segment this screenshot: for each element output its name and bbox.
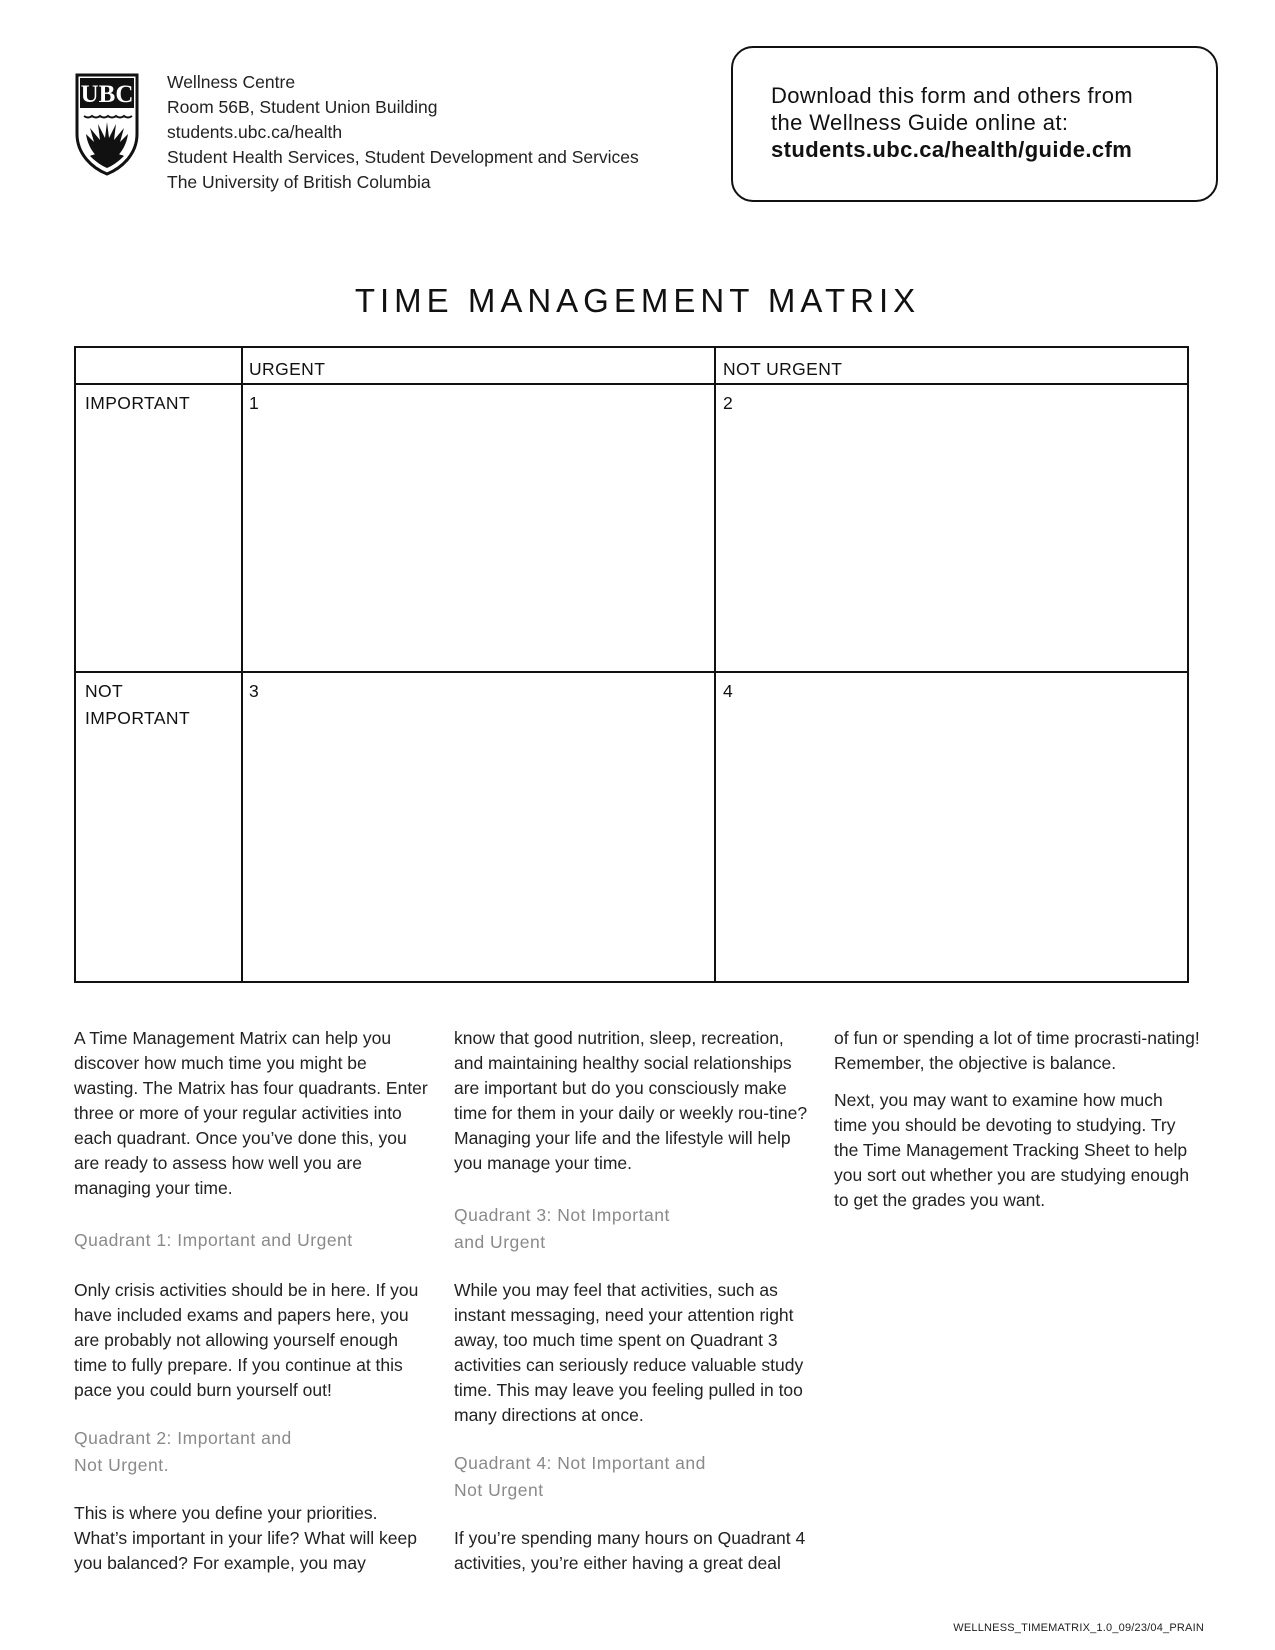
matrix-divider bbox=[76, 383, 1187, 385]
address-line: students.ubc.ca/health bbox=[167, 122, 343, 142]
intro-paragraph: A Time Management Matrix can help you discover how much time you might be wasting. The Matrix has four quadrants. Enter three or more of your regular activities into each quadrant. Once you’ve done this, you are ready to assess how well you are managing your time. bbox=[74, 1028, 428, 1198]
address-block bbox=[167, 70, 639, 195]
quadrant-3-cell[interactable]: 3 bbox=[249, 681, 260, 701]
time-management-matrix bbox=[74, 346, 1189, 983]
heading-line: Quadrant 2: Important and bbox=[74, 1428, 292, 1448]
quadrant-3-paragraph: While you may feel that activities, such as instant messaging, need your attention right away, too much time spent on Quadrant 3 activities can seriously reduce valuable study time. This may leave you feeling pulled in too many directions at once. bbox=[454, 1280, 804, 1425]
heading-line: Quadrant 4: Not Important and bbox=[454, 1453, 706, 1473]
row-header-line: NOT bbox=[85, 681, 124, 701]
quadrant-4-paragraph-continued: of fun or spending a lot of time procrasti-nating! Remember, the objective is balance. bbox=[834, 1028, 1200, 1073]
matrix-divider bbox=[241, 348, 243, 981]
row-header-line: IMPORTANT bbox=[85, 708, 191, 728]
download-info-box bbox=[731, 46, 1218, 202]
quadrant-4-cell[interactable]: 4 bbox=[723, 681, 734, 701]
column-header-not-urgent: NOT URGENT bbox=[723, 359, 843, 379]
matrix-divider bbox=[76, 671, 1187, 673]
row-header-not-important bbox=[85, 678, 190, 732]
body-column-3 bbox=[834, 1026, 1200, 1213]
quadrant-3-heading bbox=[454, 1202, 812, 1256]
body-column-1 bbox=[74, 1026, 432, 1576]
quadrant-4-paragraph: If you’re spending many hours on Quadrant 4 activities, you’re either having a great deal bbox=[454, 1528, 806, 1573]
quadrant-1-paragraph: Only crisis activities should be in here. If you have included exams and papers here, you are probably not allowing yourself enough time to fully prepare. If you continue at this pace you could burn yourself out! bbox=[74, 1280, 419, 1400]
next-steps-paragraph: Next, you may want to examine how much time you should be devoting to studying. Try the Time Management Tracking Sheet to help you sort out whether you are studying enough to get the grades you want. bbox=[834, 1090, 1190, 1210]
matrix-divider bbox=[714, 348, 716, 981]
svg-text:UBC: UBC bbox=[80, 81, 134, 108]
row-header-important: IMPORTANT bbox=[85, 393, 191, 413]
address-line: The University of British Columbia bbox=[167, 172, 431, 192]
quadrant-2-paragraph: This is where you define your priorities. What’s important in your life? What will keep you balanced? For example, you may bbox=[74, 1503, 418, 1573]
address-line: Room 56B, Student Union Building bbox=[167, 97, 438, 117]
download-line-2: the Wellness Guide online at: bbox=[771, 110, 1069, 135]
column-header-urgent: URGENT bbox=[249, 359, 326, 379]
quadrant-2-heading bbox=[74, 1425, 432, 1479]
heading-line: Not Urgent bbox=[454, 1480, 544, 1500]
quadrant-2-cell[interactable]: 2 bbox=[723, 393, 734, 413]
ubc-crest-logo bbox=[74, 72, 140, 176]
address-line: Wellness Centre bbox=[167, 72, 296, 92]
address-line: Student Health Services, Student Development and Services bbox=[167, 147, 639, 167]
heading-line: and Urgent bbox=[454, 1232, 546, 1252]
body-column-2 bbox=[454, 1026, 812, 1576]
document-code-footer: WELLNESS_TIMEMATRIX_1.0_09/23/04_PRAIN bbox=[953, 1622, 1204, 1634]
heading-line: Quadrant 3: Not Important bbox=[454, 1205, 670, 1225]
quadrant-1-heading: Quadrant 1: Important and Urgent bbox=[74, 1230, 353, 1250]
page-title: TIME MANAGEMENT MATRIX bbox=[354, 282, 921, 319]
download-url-link[interactable]: students.ubc.ca/health/guide.cfm bbox=[771, 137, 1133, 162]
quadrant-1-cell[interactable]: 1 bbox=[249, 393, 260, 413]
heading-line: Not Urgent. bbox=[74, 1455, 169, 1475]
quadrant-4-heading bbox=[454, 1450, 812, 1504]
quadrant-2-paragraph-continued: know that good nutrition, sleep, recreation, and maintaining healthy social relationships are important but do you consciously make time for them in your daily or weekly rou-tine? Managing your life and the lifestyle will help you manage your time. bbox=[454, 1028, 808, 1173]
download-line-1: Download this form and others from bbox=[771, 83, 1134, 108]
